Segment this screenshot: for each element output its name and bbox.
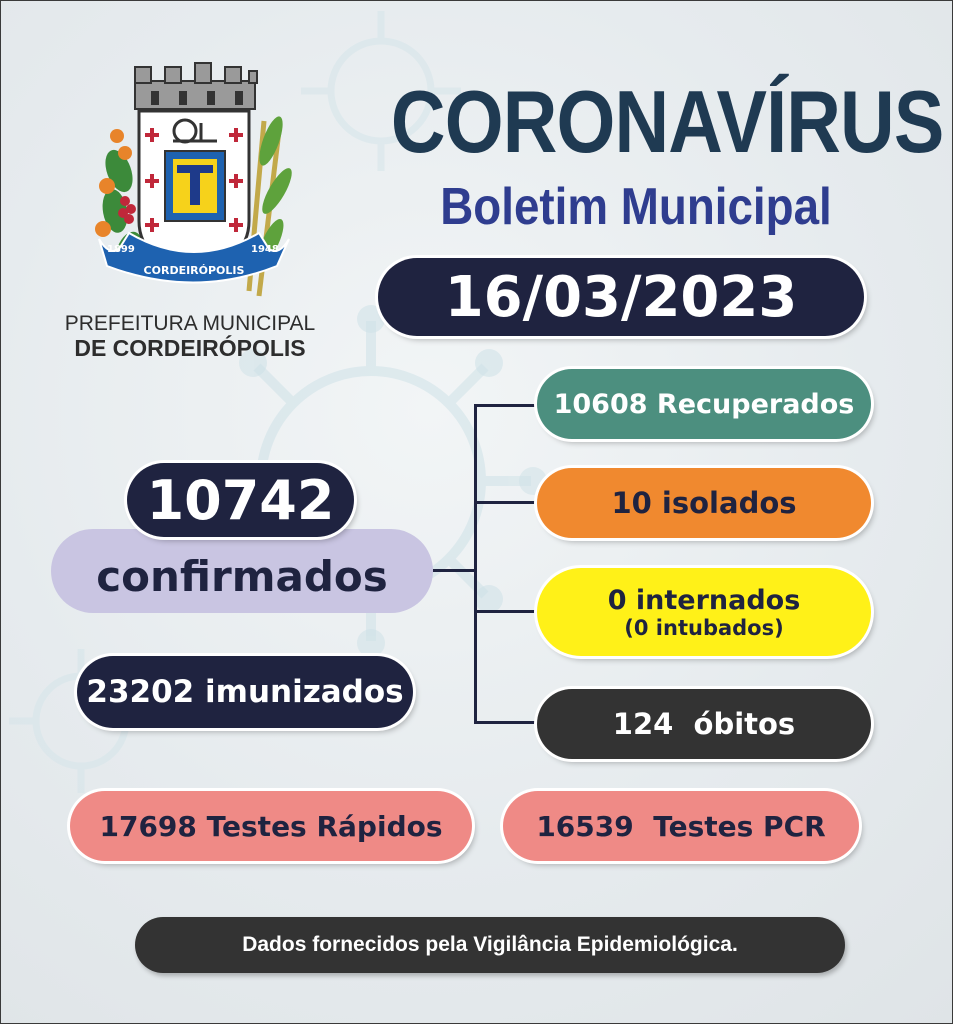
immunized-count: 23202 imunizados xyxy=(86,674,404,710)
pcr-tests-pill xyxy=(503,791,859,861)
connector-to-hospitalized xyxy=(474,610,544,613)
connector-to-recovered xyxy=(474,404,544,407)
page-subtitle: Boletim Municipal xyxy=(440,178,832,236)
founding-year-label: 1899 xyxy=(107,244,135,255)
bulletin-date-badge xyxy=(378,258,864,336)
confirmed-label: confirmados xyxy=(96,551,388,601)
deaths-count: 124 óbitos xyxy=(612,707,796,741)
confirmed-count: 10742 xyxy=(146,468,335,532)
org-name-line2: DE CORDEIRÓPOLIS xyxy=(74,335,306,361)
rapid-tests-pill xyxy=(70,791,472,861)
data-source-footer xyxy=(135,917,845,973)
recovered-pill xyxy=(537,369,871,439)
isolated-count: 10 isolados xyxy=(611,486,797,520)
isolated-pill xyxy=(537,468,871,538)
bulletin-date: 16/03/2023 xyxy=(444,264,798,330)
deaths-pill xyxy=(537,689,871,759)
emancipation-year-label: 1948 xyxy=(251,244,279,255)
recovered-count: 10608 Recuperados xyxy=(553,388,855,420)
page-title: CORONAVÍRUS xyxy=(390,72,944,171)
rapid-tests-count: 17698 Testes Rápidos xyxy=(99,809,443,843)
org-name-line1: PREFEITURA MUNICIPAL xyxy=(64,312,316,335)
confirmed-label-pill xyxy=(51,529,433,613)
connector-vertical xyxy=(474,404,477,722)
connector-to-isolated xyxy=(474,501,544,504)
pcr-tests-count: 16539 Testes PCR xyxy=(536,809,826,843)
connector-from-confirmed xyxy=(433,569,477,572)
ribbon-city-name: CORDEIRÓPOLIS xyxy=(143,264,245,277)
intubated-count: (0 intubados) xyxy=(624,615,784,640)
confirmed-count-pill xyxy=(127,463,354,537)
municipal-coat-of-arms-icon xyxy=(89,61,294,306)
connector-to-deaths xyxy=(474,721,544,724)
data-source-text: Dados fornecidos pela Vigilância Epidemiológica. xyxy=(242,933,738,956)
hospitalized-count: 0 internados xyxy=(607,584,801,616)
immunized-pill xyxy=(77,656,413,728)
hospitalized-pill xyxy=(537,568,871,656)
